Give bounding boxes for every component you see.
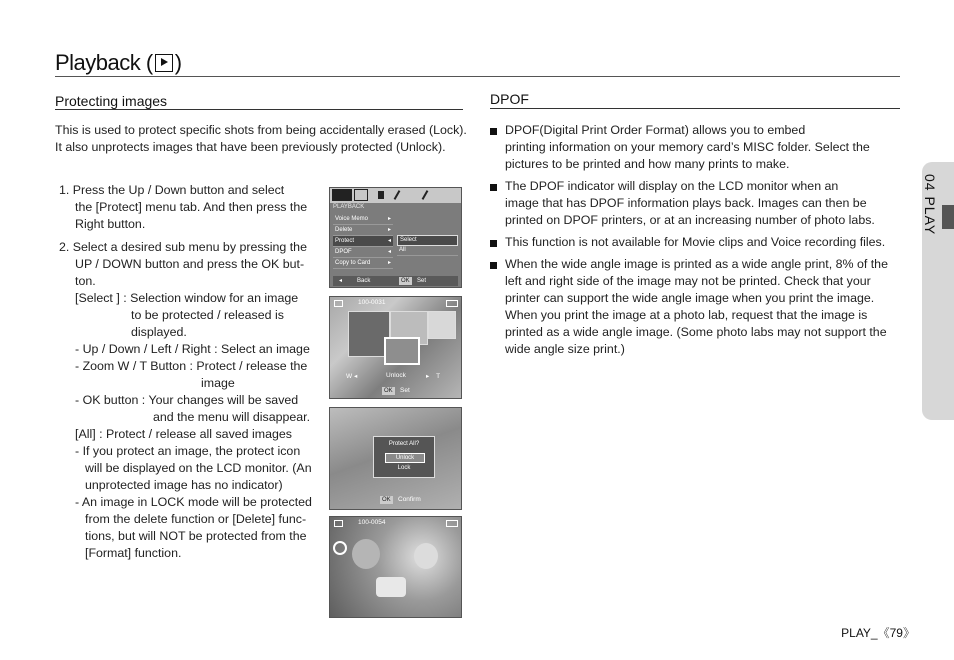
step-line: UP / DOWN button and press the OK but- xyxy=(75,257,305,271)
step-line: image xyxy=(201,376,235,390)
step-line: [All] : Protect / release all saved images xyxy=(75,427,292,441)
footer-section: PLAY_ xyxy=(841,626,878,640)
selected-thumbnail[interactable] xyxy=(384,337,420,365)
step-line: and the menu will disappear. xyxy=(153,410,311,424)
page-footer xyxy=(841,624,915,641)
menu-screen xyxy=(329,187,462,288)
dpof-bullets xyxy=(490,122,900,363)
select-screen xyxy=(329,296,462,399)
unlock-label: Unlock xyxy=(386,372,406,379)
dpof-bullet: The DPOF indicator will display on the LCD monitor when an image that has DPOF information plays back. Images can then be printed on DPOF printers, or at an increasing number of photo labs. xyxy=(490,178,900,229)
file-number: 100-0031 xyxy=(358,299,386,306)
menu-item-selected[interactable]: Protect ◂ xyxy=(333,236,393,247)
unlock-option[interactable]: Unlock xyxy=(385,453,425,463)
zoom-t-label: ▸ T xyxy=(426,373,441,380)
menu-footer xyxy=(333,276,458,286)
dpof-heading: DPOF xyxy=(490,91,529,107)
step-line: the [Protect] menu tab. And then press the xyxy=(75,200,308,214)
page-bracket-right: 》 xyxy=(902,626,915,640)
menu-item[interactable]: Delete ▸ xyxy=(333,225,393,236)
step-line: will be displayed on the LCD monitor. (An xyxy=(85,461,312,475)
step-line: - An image in LOCK mode will be protected xyxy=(75,495,312,509)
lock-option[interactable]: Lock xyxy=(397,465,411,471)
bullet-icon xyxy=(490,184,497,191)
thumbnail[interactable] xyxy=(428,311,456,339)
intro-line: It also unprotects images that have been previously protected (Unlock). xyxy=(55,140,446,154)
dpof-bullet: When the wide angle image is printed as a wide angle print, 8% of the left and right side of the image may not be printed. Check that your printer can support the wide angle image when you print the image. When you print the image at a photo lab, request that the image is printed as a wide angle image. (Some photo labs may not support the wide angle size print.) xyxy=(490,256,900,358)
menu-item[interactable]: DPOF ◂ xyxy=(333,247,393,258)
step-line: - OK button : Your changes will be saved xyxy=(75,393,299,407)
step-line: 1. Press the Up / Down button and select xyxy=(59,183,285,197)
tab-playback-icon xyxy=(354,189,368,201)
bullet-icon xyxy=(490,240,497,247)
menu-header: PLAYBACK xyxy=(333,204,365,210)
step-line: ton. xyxy=(75,274,96,288)
step-line: Right button. xyxy=(75,217,146,231)
zoom-w-label: W ◂ xyxy=(346,373,358,380)
file-number: 100-0054 xyxy=(358,519,386,526)
step-line: from the delete function or [Delete] func- xyxy=(85,512,307,526)
menu-tab-bar xyxy=(330,188,461,203)
menu-item[interactable]: Voice Memo ▸ xyxy=(333,214,393,225)
dpof-bullet: This function is not available for Movie clips and Voice recording files. xyxy=(490,234,900,251)
photo-cake xyxy=(376,577,406,597)
title-close: ) xyxy=(174,50,182,75)
chapter-tab-label: 04 PLAY xyxy=(922,174,938,236)
step-line: - Up / Down / Left / Right : Select an image xyxy=(75,342,310,356)
protect-key-icon xyxy=(333,541,347,555)
menu-item[interactable]: Copy to Card ▸ xyxy=(333,258,393,269)
photo-screen xyxy=(329,516,462,618)
photo-background xyxy=(330,517,461,617)
step-line: to be protected / released is xyxy=(131,308,284,322)
step-line: [Select ] : Selection window for an image xyxy=(75,291,299,305)
dialog-title: Protect All? xyxy=(388,441,420,447)
tab-sound-icon xyxy=(378,191,384,199)
step-line: unprotected image has no indicator) xyxy=(85,478,283,492)
left-arrow-icon: ◂ xyxy=(339,278,343,284)
title-divider xyxy=(55,76,900,77)
protect-all-screen xyxy=(329,407,462,510)
page-title xyxy=(55,50,182,76)
photo-person xyxy=(414,543,438,569)
photo-person xyxy=(352,539,380,569)
playback-mode-icon xyxy=(334,300,343,307)
protecting-images-heading: Protecting images xyxy=(55,93,168,109)
step-line: [Format] function. xyxy=(85,546,182,560)
title-text: Playback ( xyxy=(55,50,153,75)
chapter-tab-marker xyxy=(942,205,954,229)
tab-camera-icon xyxy=(332,189,352,201)
playback-mode-icon xyxy=(334,520,343,527)
dpof-rule xyxy=(490,108,900,109)
page-bracket-left: 《 xyxy=(877,626,890,640)
battery-icon xyxy=(446,520,458,527)
confirm-label: Confirm xyxy=(398,496,421,503)
page-number: 79 xyxy=(889,626,903,640)
back-label: Back xyxy=(357,278,371,284)
ok-badge: OK xyxy=(384,388,393,394)
set-label: Set xyxy=(400,387,410,394)
set-label: Set xyxy=(417,278,427,284)
step-line: displayed. xyxy=(131,325,187,339)
step-line: tions, but will NOT be protected from the xyxy=(85,529,307,543)
tab-setup-icon xyxy=(394,190,401,200)
step-line: - Zoom W / T Button : Protect / release the xyxy=(75,359,308,373)
ok-badge: OK xyxy=(382,497,391,503)
protecting-intro xyxy=(55,122,475,156)
bullet-icon xyxy=(490,262,497,269)
protecting-images-rule xyxy=(55,109,463,110)
play-icon xyxy=(155,54,173,72)
protecting-steps xyxy=(59,182,329,562)
ok-badge: OK xyxy=(401,278,410,284)
intro-line: This is used to protect specific shots from being accidentally erased (Lock). xyxy=(55,123,467,137)
protect-dialog xyxy=(373,436,435,478)
dpof-bullet: DPOF(Digital Print Order Format) allows you to embed printing information on your memory card’s MISC folder. Select the pictures to be printed and how many prints to make. xyxy=(490,122,900,173)
submenu-all[interactable]: All xyxy=(397,246,458,256)
battery-icon xyxy=(446,300,458,307)
submenu-select[interactable]: Select xyxy=(397,235,458,246)
bullet-icon xyxy=(490,128,497,135)
step-line: - If you protect an image, the protect icon xyxy=(75,444,301,458)
tab-setup2-icon xyxy=(422,190,429,200)
step-line: 2. Select a desired sub menu by pressing the xyxy=(59,240,307,254)
